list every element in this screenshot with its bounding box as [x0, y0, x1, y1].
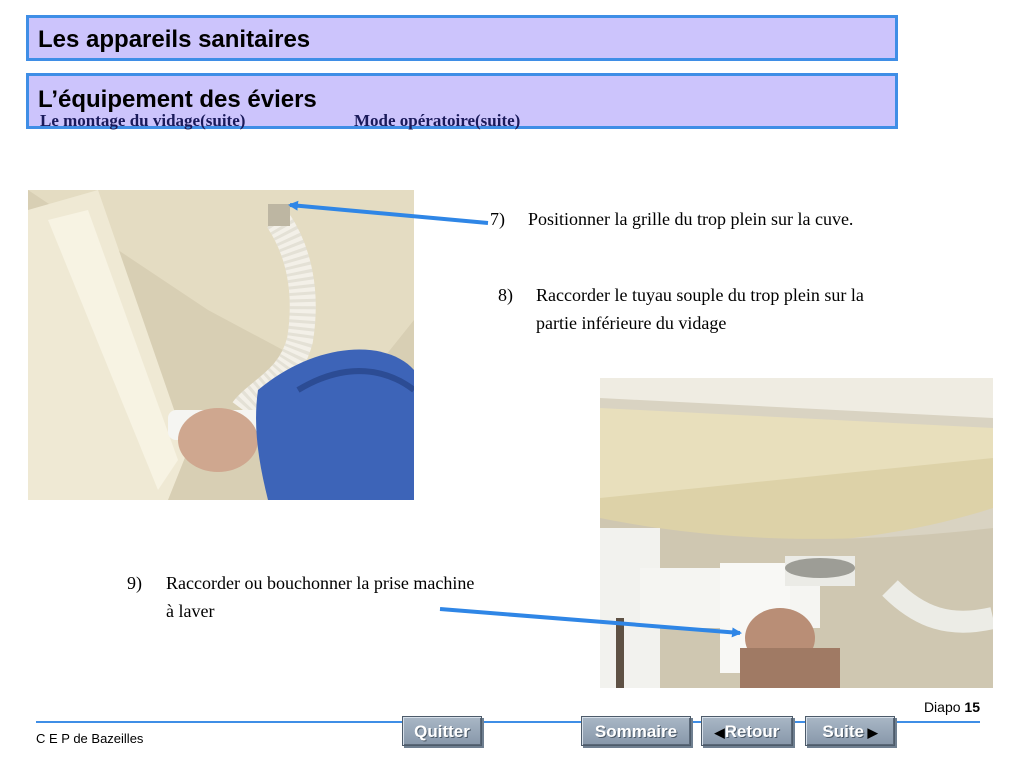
next-label: Suite	[822, 722, 864, 741]
section-title: L’équipement des éviers	[38, 86, 317, 113]
right-triangle-icon: ▶	[863, 725, 878, 740]
subtitle-left: Le montage du vidage(suite)	[40, 111, 246, 130]
step-9-text-line2: à laver	[166, 601, 215, 621]
step-7-text: Positionner la grille du trop plein sur la cuve.	[528, 209, 854, 229]
summary-label: Sommaire	[594, 722, 678, 741]
slide-counter	[924, 699, 980, 715]
step-8-text-line1: Raccorder le tuyau souple du trop plein sur la	[536, 285, 864, 305]
step-9-text-line1: Raccorder ou bouchonner la prise machine	[166, 573, 475, 593]
slide-number: 15	[964, 699, 980, 715]
step-9-number: 9)	[127, 573, 142, 593]
step-8-number: 8)	[498, 285, 513, 305]
quit-button[interactable]	[402, 716, 482, 746]
quit-label: Quitter	[414, 722, 470, 741]
arrow-step-7	[290, 205, 488, 223]
step-8	[498, 282, 978, 338]
step-8-text-line2: partie inférieure du vidage	[536, 313, 727, 333]
page-title: Les appareils sanitaires	[38, 26, 311, 53]
step-7	[490, 206, 970, 232]
left-triangle-icon: ◀	[714, 725, 725, 740]
next-button[interactable]	[805, 716, 895, 746]
step-9	[127, 570, 587, 626]
summary-button[interactable]	[581, 716, 691, 746]
step-7-number: 7)	[490, 209, 505, 229]
footer-credit: C E P de Bazeilles	[36, 731, 144, 746]
slide-label: Diapo	[923, 699, 961, 715]
back-label: Retour	[724, 722, 780, 741]
subtitle-right: Mode opératoire(suite)	[354, 111, 521, 130]
back-button[interactable]	[701, 716, 793, 746]
